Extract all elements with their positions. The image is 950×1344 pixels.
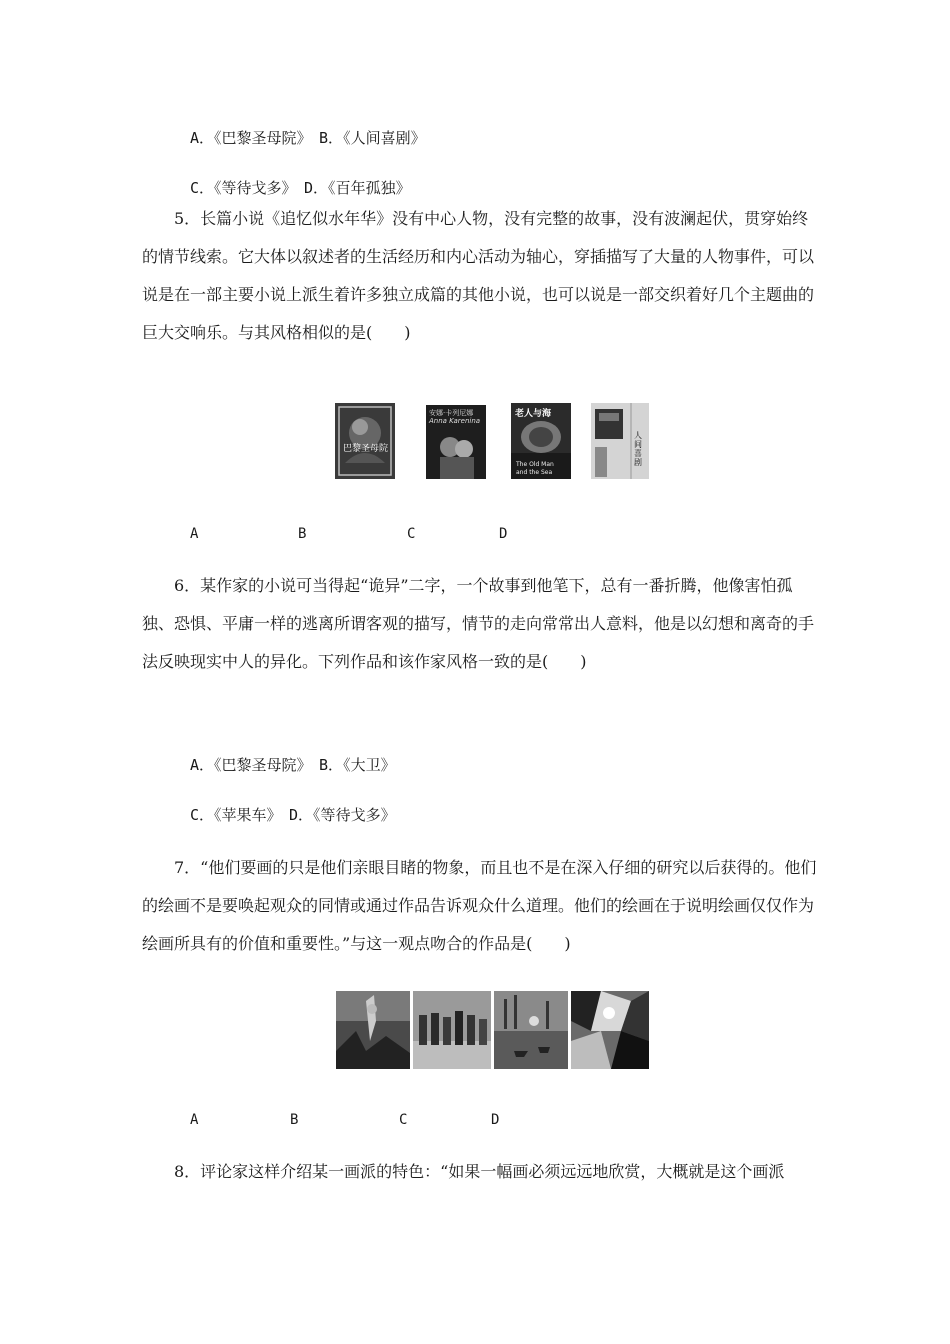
q7-painting-a (336, 991, 410, 1069)
q8-text: 8．评论家这样介绍某一画派的特色：“如果一幅画必须远远地欣赏，大概就是这个画派 (174, 1162, 785, 1181)
q7-question (142, 849, 822, 963)
q6-option-ab: A．《巴黎圣母院》 B．《大卫》 (190, 756, 396, 774)
q6-option-cd: C．《苹果车》 D．《等待戈多》 (190, 806, 396, 824)
q7-label-b: B (290, 1112, 299, 1128)
q5-cover-c-title-en1: The Old Man (516, 461, 554, 468)
q5-question (142, 200, 822, 352)
q5-cover-c-title-cn: 老人与海 (515, 409, 552, 419)
q5-label-b: B (298, 526, 307, 542)
q4-option-ab: A．《巴黎圣母院》 B．《人间喜剧》 (190, 129, 426, 147)
q6-question (142, 567, 822, 681)
q7-painting-b (413, 991, 491, 1069)
q5-text: 5．长篇小说《追忆似水年华》没有中心人物，没有完整的故事，没有波澜起伏，贯穿始终的情节线索。它大体以叙述者的生活经历和内心活动为轴心，穿插描写了大量的人物事件，可以说是在一部主要小说上派生着许多独立成篇的其他小说，也可以说是一部交织着好几个主题曲的巨大交响乐。与其风格相似的是( ) (142, 209, 815, 342)
q5-cover-d-title: 人间喜剧 (634, 431, 642, 467)
q7-label-d: D (491, 1112, 500, 1128)
q5-cover-b (426, 405, 486, 479)
q5-cover-a (335, 403, 395, 479)
q4-option-cd: C．《等待戈多》 D．《百年孤独》 (190, 179, 411, 197)
q5-cover-a-title: 巴黎圣母院 (343, 444, 389, 454)
q7-label-c: C (399, 1112, 408, 1128)
q7-label-a: A (190, 1112, 199, 1128)
q5-label-d: D (499, 526, 508, 542)
q7-painting-c (494, 991, 568, 1069)
q7-text: 7．“他们要画的只是他们亲眼目睹的物象，而且也不是在深入仔细的研究以后获得的。他们的绘画不是要唤起观众的同情或通过作品告诉观众什么道理。他们的绘画在于说明绘画仅仅作为绘画所具有的价值和重要性。”与这一观点吻合的作品是( ) (142, 858, 817, 953)
q8-question (142, 1153, 822, 1191)
q5-cover-b-title-cn: 安娜·卡列尼娜 (429, 409, 474, 417)
q5-cover-c-title-en2: and the Sea (516, 469, 553, 476)
q5-cover-c (511, 403, 571, 479)
q5-cover-b-title-en: Anna Karenina (429, 417, 481, 425)
q6-text: 6．某作家的小说可当得起“诡异”二字，一个故事到他笔下，总有一番折腾，他像害怕孤独、恐惧、平庸一样的逃离所谓客观的描写，情节的走向常常出人意料，他是以幻想和离奇的手法反映现实中人的异化。下列作品和该作家风格一致的是( ) (142, 576, 815, 671)
q7-painting-d (571, 991, 649, 1069)
q5-cover-d (591, 403, 649, 479)
q5-label-c: C (407, 526, 416, 542)
q5-label-a: A (190, 526, 199, 542)
